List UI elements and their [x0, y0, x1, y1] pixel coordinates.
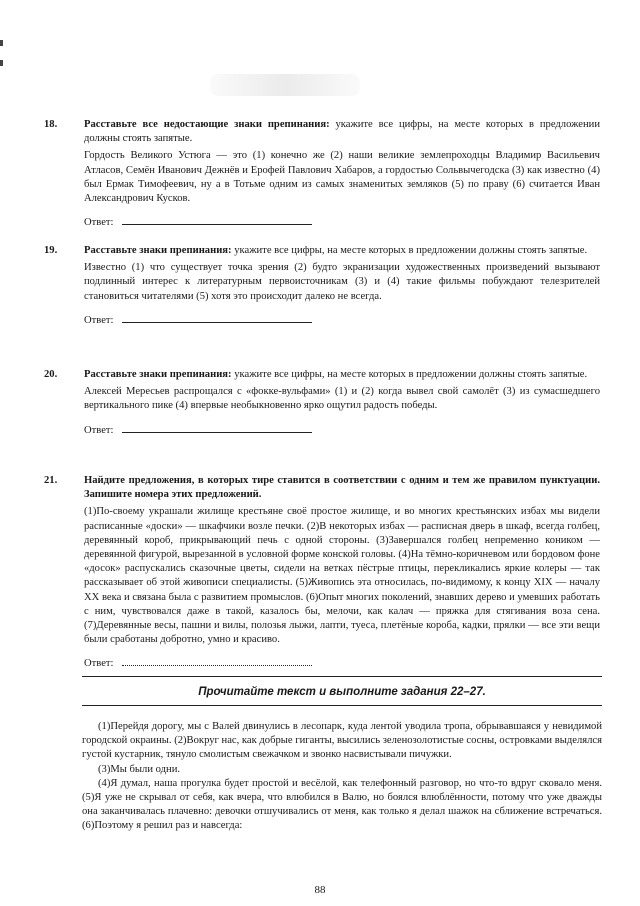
section-divider — [82, 705, 602, 706]
edge-mark — [0, 40, 3, 46]
task-text: Гордость Великого Устюга — это (1) конечно же (2) наши великие землепроходцы Владимир Васильевич Атласов, Семён Иванович Дежнёв и Ерофей Павлович Хабаров, а гордостью Сольвычегодска (3) как известно (4) был Ермак Тимофеевич, ну а в Тотьме одним из самых знаменитых земляков (5) по праву (6) считается Иван Александрович Кусков. — [84, 150, 600, 205]
answer-field[interactable] — [122, 422, 312, 433]
answer-row — [84, 655, 600, 671]
task-number: 19. — [44, 245, 58, 256]
task-text: Известно (1) что существует точка зрения (2) будто экранизации художественных произведений вызывают подлинный интерес к литературным первоисточникам (3) и (4) такие фильмы побуждают телезрителей становиться читателями (5) хотя это происходит далеко не всегда. — [84, 262, 600, 302]
page-number: 88 — [314, 884, 326, 896]
task-21 — [44, 474, 600, 672]
task-number: 21. — [44, 475, 58, 486]
story-paragraph: (3)Мы были одни. — [98, 763, 181, 775]
task-19 — [44, 244, 600, 328]
edge-mark — [0, 60, 3, 66]
task-instruction: Расставьте знаки препинания: укажите все цифры, на месте которых в предложении должны стоять запятые. — [84, 369, 588, 380]
answer-field[interactable] — [122, 214, 312, 225]
answer-label: Ответ: — [84, 658, 114, 670]
task-text: (1)По-своему украшали жилище крестьяне своё простое жилище, и во многих крестьянских избах мы видели расписанные «доски» — шкафчики возле печки. (2)В некоторых избах — расписная дверь в шкаф, всегда голбец, деревянный короб, прикрывающий печь с одной стороны. (3)Завершался голбец непременно коником — деревянной фигурой, вырезанной в условной форме конской головы. (4)На тёмно-коричневом или бордовом фоне «досок» распускались сказочные цветы, сидели на ветках пёстрые птицы, перекликались яркие колеры — так рассказывает об этой живописи специалисты. (5)Живопись эта относилась, по-видимому, к концу XIX — началу XX века и связана была с развитием промыслов. (6)Опыт многих поколений, знавших дерево и умевших работать с ним, чувствовался даже в такой, казалось бы, мелочи, как калач — пряжка для стягивания воза сена. (7)Деревянные весы, пашни и вилы, полозья лыжи, лапти, туеса, плетёные короба, кадки, прялки — все эти вещи были сработаны добротно, умно и красиво. — [84, 506, 600, 646]
section-title: Прочитайте текст и выполните задания 22–27. — [198, 686, 486, 698]
answer-field[interactable] — [122, 312, 312, 323]
task-20 — [44, 368, 600, 438]
answer-row — [84, 214, 600, 230]
task-number: 18. — [44, 119, 58, 130]
answer-label: Ответ: — [84, 217, 114, 229]
answer-label: Ответ: — [84, 424, 114, 436]
task-instruction: Расставьте все недостающие знаки препинания: укажите все цифры, на месте которых в предложении должны стоять запятые. — [84, 119, 600, 145]
answer-row — [84, 422, 600, 438]
reading-text — [82, 720, 602, 834]
header-watermark — [210, 74, 360, 96]
task-instruction: Найдите предложения, в которых тире ставится в соответствии с одним и тем же правилом пунктуации. Запишите номера этих предложений. — [84, 475, 600, 501]
answer-field[interactable] — [122, 655, 312, 666]
answer-label: Ответ: — [84, 314, 114, 326]
task-text: Алексей Мересьев распрощался с «фокке-вульфами» (1) и (2) когда вывел свой самолёт (3) из сумасшедшего вертикального пике (4) впервые необыкновенно ярко ощутил радость победы. — [84, 386, 600, 412]
section-divider — [82, 676, 602, 677]
story-paragraph: (1)Перейдя дорогу, мы с Валей двинулись в лесопарк, куда лентой уводила тропа, обрывавшаяся у невидимой городской окраины. (2)Вокруг нас, как добрые гиганты, высились зеленозолотистые сосны, островками выделялся густой кустарник, тянуло смолистым свежачком и звонко насвистывали пичужки. — [82, 721, 602, 761]
task-18 — [44, 118, 600, 230]
task-instruction: Расставьте знаки препинания: укажите все цифры, на месте которых в предложении должны стоять запятые. — [84, 245, 588, 256]
task-number: 20. — [44, 369, 58, 380]
story-paragraph: (4)Я думал, наша прогулка будет простой и весёлой, как телефонный разговор, но что-то вдруг сковало меня. (5)Я уже не скрывал от себя, как вчера, что влюбился в Валю, но боялся влюблённости, потому что уже дважды она заканчивалась плачевно: девочки отшучивались от меня, как только я делал шажок на сближение встречаться. (6)Поэтому я решил раз и навсегда: — [82, 777, 602, 832]
answer-row — [84, 312, 600, 328]
